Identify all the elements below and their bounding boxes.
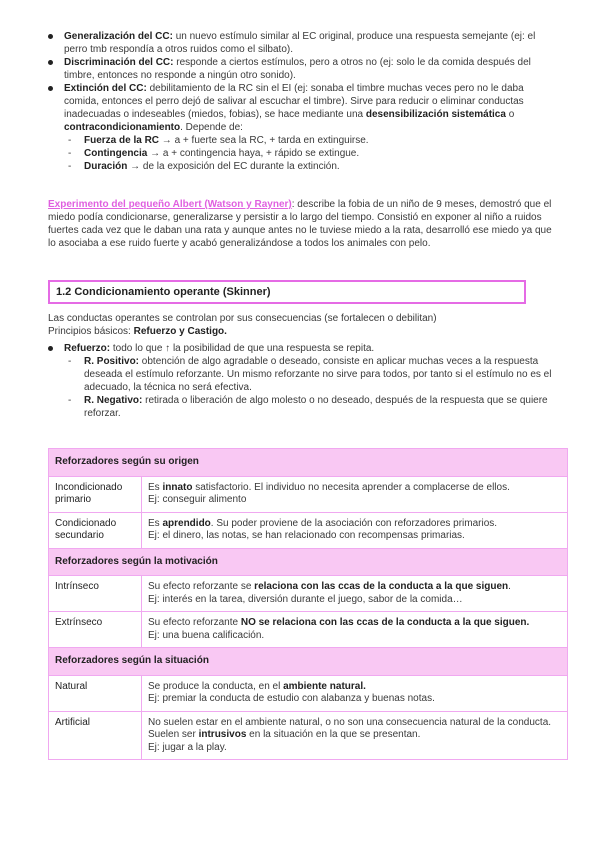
text: → a + contingencia haya, + rápido se extingue. xyxy=(147,148,360,159)
term: R. Positivo: xyxy=(84,356,140,367)
text: : describe la fobia de un niño de 9 meses, demostró que el miedo podía condicionarse, generalizarse y persistir a lo largo del tiempo. Consistió en exponer al niño a ruidos fuertes cada vez que le daban una rata y aunque antes no le tuviese miedo a la rata, desarrolló ese miedo ya que lo asociaba a ese ruido fuerte y acabó generalizándose a todos los animales con pelo. xyxy=(48,199,552,249)
reforzadores-table xyxy=(48,448,568,760)
table-heading: Reforzadores según la motivación xyxy=(49,548,568,576)
term: Discriminación del CC: xyxy=(64,57,174,68)
table-heading: Reforzadores según la situación xyxy=(49,648,568,676)
emphasis: NO se relaciona con las ccas de la conducta a la que siguen. xyxy=(240,617,530,628)
row-term: Artificial xyxy=(49,711,142,760)
row-term: Incondicionado primario xyxy=(49,476,142,512)
example: Ej: conseguir alimento xyxy=(148,494,247,505)
table-row xyxy=(49,576,568,612)
bullet-dot-icon xyxy=(48,34,53,39)
definition: debilitamiento de la RC sin el EI (ej: sonaba el timbre muchas veces pero no le daba comida, entonces el perro dejó de salivar al escuchar el timbre). Sirve para reducir o eliminar conductas inadecuadas o indeseables (miedos, fobias), se hace mediante una xyxy=(64,83,524,120)
list-item-refuerzo xyxy=(48,342,558,420)
example: Ej: una buena calificación. xyxy=(148,629,265,641)
row-term: Condicionado secundario xyxy=(49,512,142,548)
row-desc xyxy=(142,512,568,548)
refuerzo-list xyxy=(48,342,558,420)
term: Fuerza de la RC xyxy=(84,135,160,146)
bullet-dot-icon xyxy=(48,346,53,351)
section-heading: 1.2 Condicionamiento operante (Skinner) xyxy=(48,280,526,304)
term: Contingencia xyxy=(84,148,148,159)
bullet-dot-icon xyxy=(48,86,53,91)
table-row xyxy=(49,476,568,512)
text: . Depende de: xyxy=(180,122,243,133)
albert-paragraph xyxy=(48,198,558,250)
table-row xyxy=(49,711,568,760)
definition: todo lo que ↑ la posibilidad de que una respuesta se repita. xyxy=(110,343,375,354)
list-item xyxy=(64,355,558,394)
row-desc xyxy=(142,675,568,711)
example: Ej: el dinero, las notas, se han relacionado con recompensas primarias. xyxy=(148,530,465,541)
text: Es xyxy=(148,481,163,493)
table-row xyxy=(49,612,568,648)
text: Su efecto reforzante xyxy=(148,617,241,628)
list-item xyxy=(64,394,558,420)
text: en la situación en la que se presentan. xyxy=(246,729,421,740)
row-term: Intrínseco xyxy=(49,576,142,612)
emphasis: intrusivos xyxy=(198,729,247,740)
row-desc xyxy=(142,711,568,760)
text: retirada o liberación de algo molesto o no deseado, después de la respuesta que se quiere reforzar. xyxy=(84,395,548,419)
row-desc xyxy=(142,476,568,512)
refuerzo-types xyxy=(64,355,558,420)
text: Se produce la conducta, en el xyxy=(148,680,284,692)
list-item-extincion xyxy=(48,82,558,173)
row-term: Extrínseco xyxy=(49,612,142,648)
table-row xyxy=(49,675,568,711)
emphasis: contracondicionamiento xyxy=(64,122,181,133)
bullet-dot-icon xyxy=(48,60,53,65)
text: . Su poder proviene de la asociación con reforzadores primarios. xyxy=(210,517,498,529)
operante-intro xyxy=(48,312,558,338)
emphasis: aprendido xyxy=(162,517,211,529)
text: Principios básicos: xyxy=(48,326,134,337)
emphasis: innato xyxy=(162,481,193,493)
emphasis: desensibilización sistemática xyxy=(365,109,506,120)
dash-icon: - xyxy=(68,148,72,159)
list-item xyxy=(64,160,558,173)
text: No suelen estar en el ambiente natural, o no son una consecuencia natural de la conducta. Suelen ser xyxy=(148,716,552,740)
table-row xyxy=(49,512,568,548)
dash-icon: - xyxy=(68,161,72,172)
definition: responde a ciertos estímulos, pero a otros no (ej: solo le da comida después del timbre, entonces no responde a ningún otro sonido). xyxy=(64,57,531,81)
example: Ej: jugar a la play. xyxy=(148,741,227,753)
term: Extinción del CC: xyxy=(64,83,147,94)
emphasis: Refuerzo y Castigo. xyxy=(133,326,227,337)
albert-link[interactable]: Experimento del pequeño Albert (Watson y Rayner) xyxy=(48,199,292,210)
list-item xyxy=(64,134,558,147)
row-desc xyxy=(142,576,568,612)
emphasis: relaciona con las ccas de la conducta a la que siguen xyxy=(254,581,509,592)
depends-list xyxy=(64,134,558,173)
text: Su efecto reforzante se xyxy=(148,581,255,592)
definition: un nuevo estímulo similar al EC original, produce una respuesta semejante (ej: el perro tmb respondía a otros ruidos como el silbato). xyxy=(64,31,536,55)
example: Ej: interés en la tarea, diversión durante el juego, sabor de la comida… xyxy=(148,593,463,605)
term: Refuerzo: xyxy=(64,343,111,354)
row-term: Natural xyxy=(49,675,142,711)
text: satisfactorio. El individuo no necesita aprender a complacerse de ellos. xyxy=(192,481,510,493)
example: Ej: premiar la conducta de estudio con alabanza y buenas notas. xyxy=(148,693,435,704)
text: → de la exposición del EC durante la extinción. xyxy=(127,161,340,172)
text: Las conductas operantes se controlan por sus consecuencias (se fortalecen o debilitan) xyxy=(48,313,437,324)
term: Duración xyxy=(84,161,128,172)
row-desc xyxy=(142,612,568,648)
list-item xyxy=(48,30,558,56)
term: R. Negativo: xyxy=(84,395,143,406)
cc-bullet-list xyxy=(48,30,558,173)
list-item xyxy=(48,56,558,82)
table-heading: Reforzadores según su origen xyxy=(49,449,568,477)
emphasis: ambiente natural. xyxy=(283,680,366,692)
text: → a + fuerte sea la RC, + tarda en extinguirse. xyxy=(159,135,369,146)
text: o xyxy=(505,109,515,120)
dash-icon: - xyxy=(68,356,72,367)
list-item xyxy=(64,147,558,160)
dash-icon: - xyxy=(68,135,72,146)
text: . xyxy=(508,581,511,592)
dash-icon: - xyxy=(68,395,72,406)
text: Es xyxy=(148,517,163,529)
text: obtención de algo agradable o deseado, consiste en aplicar muchas veces a la respuesta deseada el estímulo reforzante. Un mismo reforzante no sirve para todos, por tanto si el estímulo no es el adecuado, la técnica no será efectiva. xyxy=(84,356,552,393)
term: Generalización del CC: xyxy=(64,31,173,42)
